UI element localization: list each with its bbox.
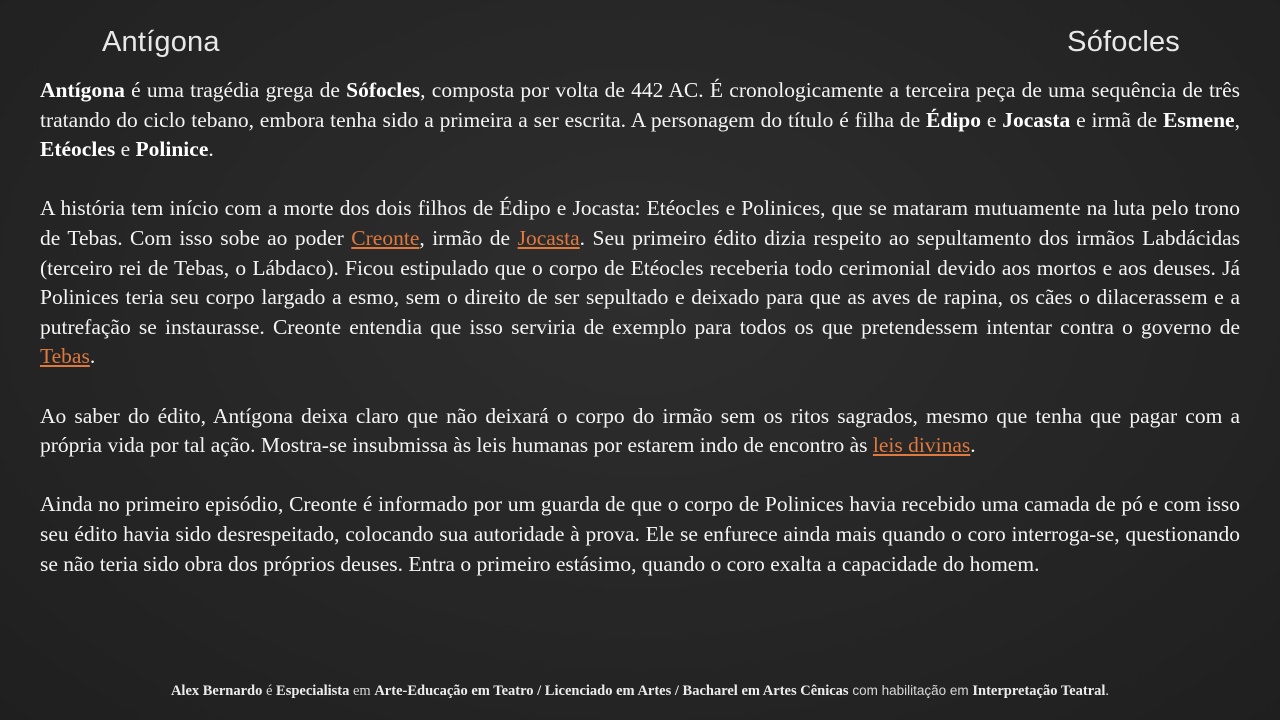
paragraph-2: A história tem início com a morte dos dois filhos de Édipo e Jocasta: Etéocles e Polinices, que se mataram mutuamente na luta pelo trono de Tebas. Com isso sobe ao poder Creonte, irmão de Jocasta. Seu primeiro édito dizia respeito ao sepultamento dos irmãos Labdácidas (terceiro rei de Tebas, o Lábdaco). Ficou estipulado que o corpo de Etéocles receberia todo cerimonial devido aos mortos e aos deuses. Já Polinices teria seu corpo largado a esmo, sem o direito de ser sepultado e deixado para que as aves de rapina, os cães o dilacerassem e a putrefação se instaurasse. Creonte entendia que isso serviria de exemplo para todos os que pretendessem intentar contra o governo de Tebas. [40,196,1241,369]
body-text [40,76,1240,579]
paragraph-3: Ao saber do édito, Antígona deixa claro que não deixará o corpo do irmão sem os ritos sagrados, mesmo que tenha que pagar com a própria vida por tal ação. Mostra-se insubmissa às leis humanas por estarem indo de encontro às leis divinas. [40,403,1240,458]
bold-term: Especialista [276,683,350,699]
bold-term: Polinice [135,137,209,162]
bold-term: Jocasta [1002,107,1071,132]
bold-term: Arte-Educação em Teatro / Licenciado em Artes / Bacharel em Artes Cênicas [374,683,849,699]
link-leis-divinas[interactable]: leis divinas [872,433,971,458]
link-tebas[interactable]: Tebas [40,344,90,369]
link-jocasta[interactable]: Jocasta [517,225,580,250]
footer-text: com habilitação em [848,683,973,698]
bold-term: Interpretação Teatral [972,683,1106,699]
footer-credit: Alex Bernardo é Especialista em Arte-Educação em Teatro / Licenciado em Artes / Bacharel em Artes Cênicas com habilitação em Interpretação Teatral. [170,683,1110,699]
bold-term: Alex Bernardo [170,683,263,699]
slide-author: Sófocles [1067,26,1180,58]
bold-term: Esmene [1162,107,1235,132]
paragraph-1: Antígona é uma tragédia grega de Sófocles, composta por volta de 442 AC. É cronologicamente a terceira peça de uma sequência de três tratando do ciclo tebano, embora tenha sido a primeira a ser escrita. A personagem do título é filha de Édipo e Jocasta e irmã de Esmene, Etéocles e Polinice. [40,78,1240,162]
bold-term: Antígona [40,78,125,102]
paragraph-4: Ainda no primeiro episódio, Creonte é informado por um guarda de que o corpo de Polinices havia recebido uma camada de pó e com isso seu édito havia sido desrespeitado, colocando sua autoridade à prova. Ele se enfurece ainda mais quando o coro interroga-se, questionando se não teria sido obra dos próprios deuses. Entra o primeiro estásimo, quando o coro exalta a capacidade do homem. [40,492,1240,576]
link-creonte[interactable]: Creonte [351,225,420,250]
bold-term: Édipo [926,107,981,132]
bold-term: Etéocles [40,137,116,162]
slide-title: Antígona [102,26,220,58]
bold-term: Sófocles [346,78,421,102]
